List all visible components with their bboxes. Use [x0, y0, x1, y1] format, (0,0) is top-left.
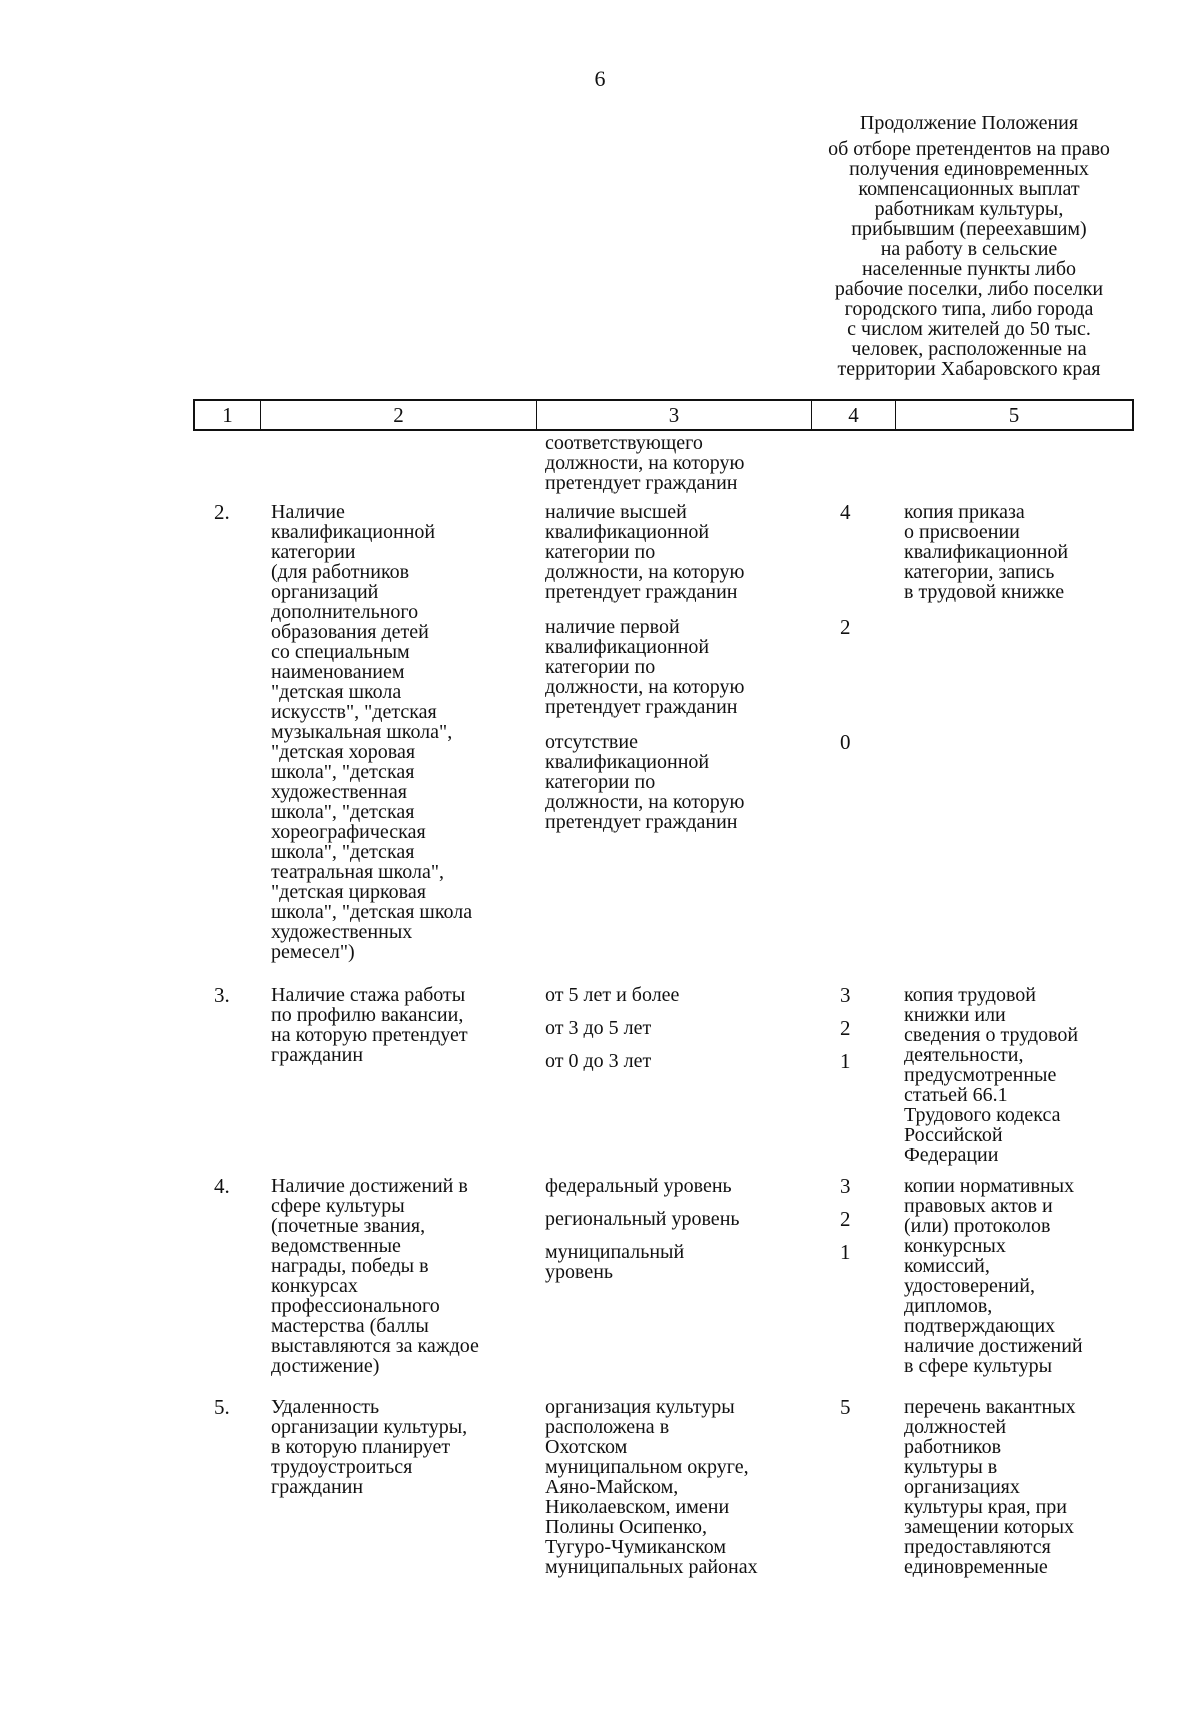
- criterion-text-line: организации культуры,: [271, 1416, 468, 1438]
- document-text-line: замещении которых: [904, 1516, 1075, 1538]
- column-number-3: 3: [537, 401, 812, 429]
- document-text-line: удостоверений,: [904, 1275, 1035, 1297]
- document-text-line: копия приказа: [904, 501, 1025, 523]
- option-text-line: претендует гражданин: [545, 811, 738, 833]
- score-value: 3: [840, 1174, 851, 1198]
- document-text-line: копии нормативных: [904, 1175, 1075, 1197]
- continuation-text-line: претендует гражданин: [545, 472, 738, 494]
- option-text: [545, 1397, 758, 1577]
- document-text: [904, 1397, 1076, 1577]
- option-text-line: должности, на которую: [545, 561, 745, 583]
- document-header: [788, 113, 1150, 379]
- option-text: [545, 1209, 740, 1229]
- criterion-text-line: достижение): [271, 1355, 380, 1377]
- option-text-line: категории по: [545, 771, 656, 793]
- criterion-text-line: искусств", "детская: [271, 701, 437, 723]
- option-text: [545, 502, 744, 602]
- header-line: территории Хабаровского края: [837, 358, 1101, 380]
- document-text-line: о присвоении: [904, 521, 1020, 543]
- criterion-text-line: мастерства (баллы: [271, 1315, 429, 1337]
- option-text-line: от 5 лет и более: [545, 984, 680, 1006]
- document-text-line: культуры края, при: [904, 1496, 1068, 1518]
- criterion-text-line: музыкальная школа",: [271, 721, 453, 743]
- row-number: 5.: [214, 1395, 230, 1419]
- document-text-line: предоставляются: [904, 1536, 1051, 1558]
- option-text-line: муниципальных районах: [545, 1556, 758, 1578]
- criterion-text: [271, 502, 472, 962]
- criterion-text-line: конкурсах: [271, 1275, 358, 1297]
- header-line: человек, расположенные на: [851, 338, 1087, 360]
- option-text-line: от 0 до 3 лет: [545, 1050, 652, 1072]
- row-number: 3.: [214, 983, 230, 1007]
- criterion-text-line: со специальным: [271, 641, 410, 663]
- document-text: [904, 1176, 1083, 1376]
- document-text-line: культуры в: [904, 1456, 998, 1478]
- option-text: [545, 1051, 651, 1071]
- option-text-line: организация культуры: [545, 1396, 735, 1418]
- criterion-text-line: награды, победы в: [271, 1255, 429, 1277]
- column-number-5: 5: [1008, 402, 1020, 427]
- document-text-line: категории, запись: [904, 561, 1055, 583]
- header-line: прибывшим (переехавшим): [851, 218, 1087, 240]
- option-text: [545, 1242, 684, 1282]
- header-line: с числом жителей до 50 тыс.: [847, 318, 1091, 340]
- document-text-line: Трудового кодекса: [904, 1104, 1061, 1126]
- score-value: 1: [840, 1240, 851, 1264]
- option-text: [545, 1018, 651, 1038]
- option-text-line: федеральный уровень: [545, 1175, 732, 1197]
- score-value: 4: [840, 500, 851, 524]
- document-text-line: подтверждающих: [904, 1315, 1056, 1337]
- document-text-line: копия трудовой: [904, 984, 1036, 1006]
- criterion-text-line: образования детей: [271, 621, 429, 643]
- option-text-line: уровень: [545, 1261, 614, 1283]
- document-text-line: комиссий,: [904, 1255, 990, 1277]
- document-text-line: статьей 66.1: [904, 1084, 1008, 1106]
- document-text-line: перечень вакантных: [904, 1396, 1076, 1418]
- option-text-line: должности, на которую: [545, 676, 745, 698]
- document-text-line: Федерации: [904, 1144, 999, 1166]
- document-text-line: в сфере культуры: [904, 1355, 1053, 1377]
- header-line: об отборе претендентов на право: [828, 138, 1110, 160]
- criterion-text-line: художественных: [271, 921, 413, 943]
- criterion-text-line: школа", "детская: [271, 801, 415, 823]
- option-text-line: от 3 до 5 лет: [545, 1017, 652, 1039]
- criterion-text-line: ремесел"): [271, 941, 355, 963]
- criterion-text-line: гражданин: [271, 1476, 364, 1498]
- document-text-line: конкурсных: [904, 1235, 1006, 1257]
- score-value: 2: [840, 1207, 851, 1231]
- criterion-text-line: профессионального: [271, 1295, 440, 1317]
- header-line: работникам культуры,: [874, 198, 1064, 220]
- document-text-line: Российской: [904, 1124, 1003, 1146]
- criterion-text-line: наименованием: [271, 661, 405, 683]
- criterion-text-line: (для работников: [271, 561, 410, 583]
- document-text-line: единовременные: [904, 1556, 1048, 1578]
- header-line: компенсационных выплат: [858, 178, 1080, 200]
- score-value: 5: [840, 1395, 851, 1419]
- option-text: [545, 985, 679, 1005]
- criterion-text-line: квалификационной: [271, 521, 436, 543]
- score-value: 1: [840, 1049, 851, 1073]
- option-text-line: наличие высшей: [545, 501, 687, 523]
- option-text-line: категории по: [545, 541, 656, 563]
- document-text-line: квалификационной: [904, 541, 1069, 563]
- criterion-text-line: Удаленность: [271, 1396, 380, 1418]
- continuation-text-line: должности, на которую: [545, 452, 745, 474]
- header-line: получения единовременных: [849, 158, 1089, 180]
- header-line: на работу в сельские: [880, 238, 1058, 260]
- criterion-text-line: ведомственные: [271, 1235, 401, 1257]
- option-text-line: расположена в: [545, 1416, 670, 1438]
- option-text-line: претендует гражданин: [545, 581, 738, 603]
- criterion-text-line: "детская школа: [271, 681, 402, 703]
- document-text-line: сведения о трудовой: [904, 1024, 1079, 1046]
- criterion-text-line: категории: [271, 541, 356, 563]
- score-value: 2: [840, 615, 851, 639]
- criterion-text-line: художественная: [271, 781, 407, 803]
- criterion-text-line: гражданин: [271, 1044, 364, 1066]
- criterion-text-line: по профилю вакансии,: [271, 1004, 464, 1026]
- option-text: [545, 1176, 732, 1196]
- criterion-text-line: Наличие стажа работы: [271, 984, 466, 1006]
- continuation-text: [545, 433, 744, 493]
- option-text-line: Николаевском, имени: [545, 1496, 730, 1518]
- option-text-line: Тугуро-Чумиканском: [545, 1536, 727, 1558]
- criterion-text: [271, 1176, 479, 1376]
- document-text-line: предусмотренные: [904, 1064, 1057, 1086]
- criterion-text-line: театральная школа",: [271, 861, 444, 883]
- page-number: 6: [594, 66, 606, 91]
- option-text-line: должности, на которую: [545, 791, 745, 813]
- criterion-text-line: хореографическая: [271, 821, 426, 843]
- criterion-text-line: организаций: [271, 581, 379, 603]
- document-text-line: работников: [904, 1436, 1002, 1458]
- criterion-text-line: (почетные звания,: [271, 1215, 426, 1237]
- table-column-header: [193, 399, 1134, 431]
- option-text-line: квалификационной: [545, 636, 710, 658]
- document-text-line: деятельности,: [904, 1044, 1024, 1066]
- criterion-text-line: сфере культуры: [271, 1195, 405, 1217]
- score-value: 2: [840, 1016, 851, 1040]
- option-text-line: наличие первой: [545, 616, 680, 638]
- header-line: рабочие поселки, либо поселки: [834, 278, 1104, 300]
- criterion-text-line: школа", "детская: [271, 841, 415, 863]
- criterion-text-line: школа", "детская: [271, 761, 415, 783]
- option-text-line: отсутствие: [545, 731, 638, 753]
- criterion-text-line: "детская хоровая: [271, 741, 416, 763]
- option-text-line: квалификационной: [545, 521, 710, 543]
- criterion-text-line: "детская цирковая: [271, 881, 426, 903]
- criterion-text-line: дополнительного: [271, 601, 419, 623]
- option-text: [545, 617, 744, 717]
- document-text-line: должностей: [904, 1416, 1007, 1438]
- document-text-line: книжки или: [904, 1004, 1006, 1026]
- header-title: Продолжение Положения: [859, 112, 1079, 134]
- column-number-4: 4: [812, 401, 896, 429]
- header-line: городского типа, либо города: [844, 298, 1094, 320]
- option-text-line: категории по: [545, 656, 656, 678]
- document-text: [904, 985, 1078, 1165]
- criterion-text-line: школа", "детская школа: [271, 901, 473, 923]
- column-number-1: 1: [195, 401, 261, 429]
- criterion-text-line: трудоустроиться: [271, 1456, 413, 1478]
- option-text-line: Аяно-Майском,: [545, 1476, 679, 1498]
- row-number: 4.: [214, 1174, 230, 1198]
- document-text-line: дипломов,: [904, 1295, 993, 1317]
- row-number: 2.: [214, 500, 230, 524]
- option-text-line: претендует гражданин: [545, 696, 738, 718]
- continuation-text-line: соответствующего: [545, 432, 703, 454]
- column-number-2: 2: [261, 401, 537, 429]
- score-value: 0: [840, 730, 851, 754]
- document-text-line: (или) протоколов: [904, 1215, 1051, 1237]
- criterion-text: [271, 985, 468, 1065]
- option-text-line: Охотском: [545, 1436, 628, 1458]
- score-value: 3: [840, 983, 851, 1007]
- document-text-line: организациях: [904, 1476, 1020, 1498]
- option-text: [545, 732, 744, 832]
- criterion-text-line: выставляются за каждое: [271, 1335, 479, 1357]
- document-text-line: в трудовой книжке: [904, 581, 1065, 603]
- option-text-line: муниципальный: [545, 1241, 685, 1263]
- option-text-line: региональный уровень: [545, 1208, 740, 1230]
- criterion-text: [271, 1397, 467, 1497]
- criterion-text-line: в которую планирует: [271, 1436, 451, 1458]
- header-line: населенные пункты либо: [861, 258, 1077, 280]
- option-text-line: Полины Осипенко,: [545, 1516, 708, 1538]
- criterion-text-line: Наличие достижений в: [271, 1175, 468, 1197]
- option-text-line: муниципальном округе,: [545, 1456, 749, 1478]
- option-text-line: квалификационной: [545, 751, 710, 773]
- document-text: [904, 502, 1068, 602]
- criterion-text-line: Наличие: [271, 501, 345, 523]
- document-text-line: правовых актов и: [904, 1195, 1053, 1217]
- criterion-text-line: на которую претендует: [271, 1024, 468, 1046]
- document-text-line: наличие достижений: [904, 1335, 1083, 1357]
